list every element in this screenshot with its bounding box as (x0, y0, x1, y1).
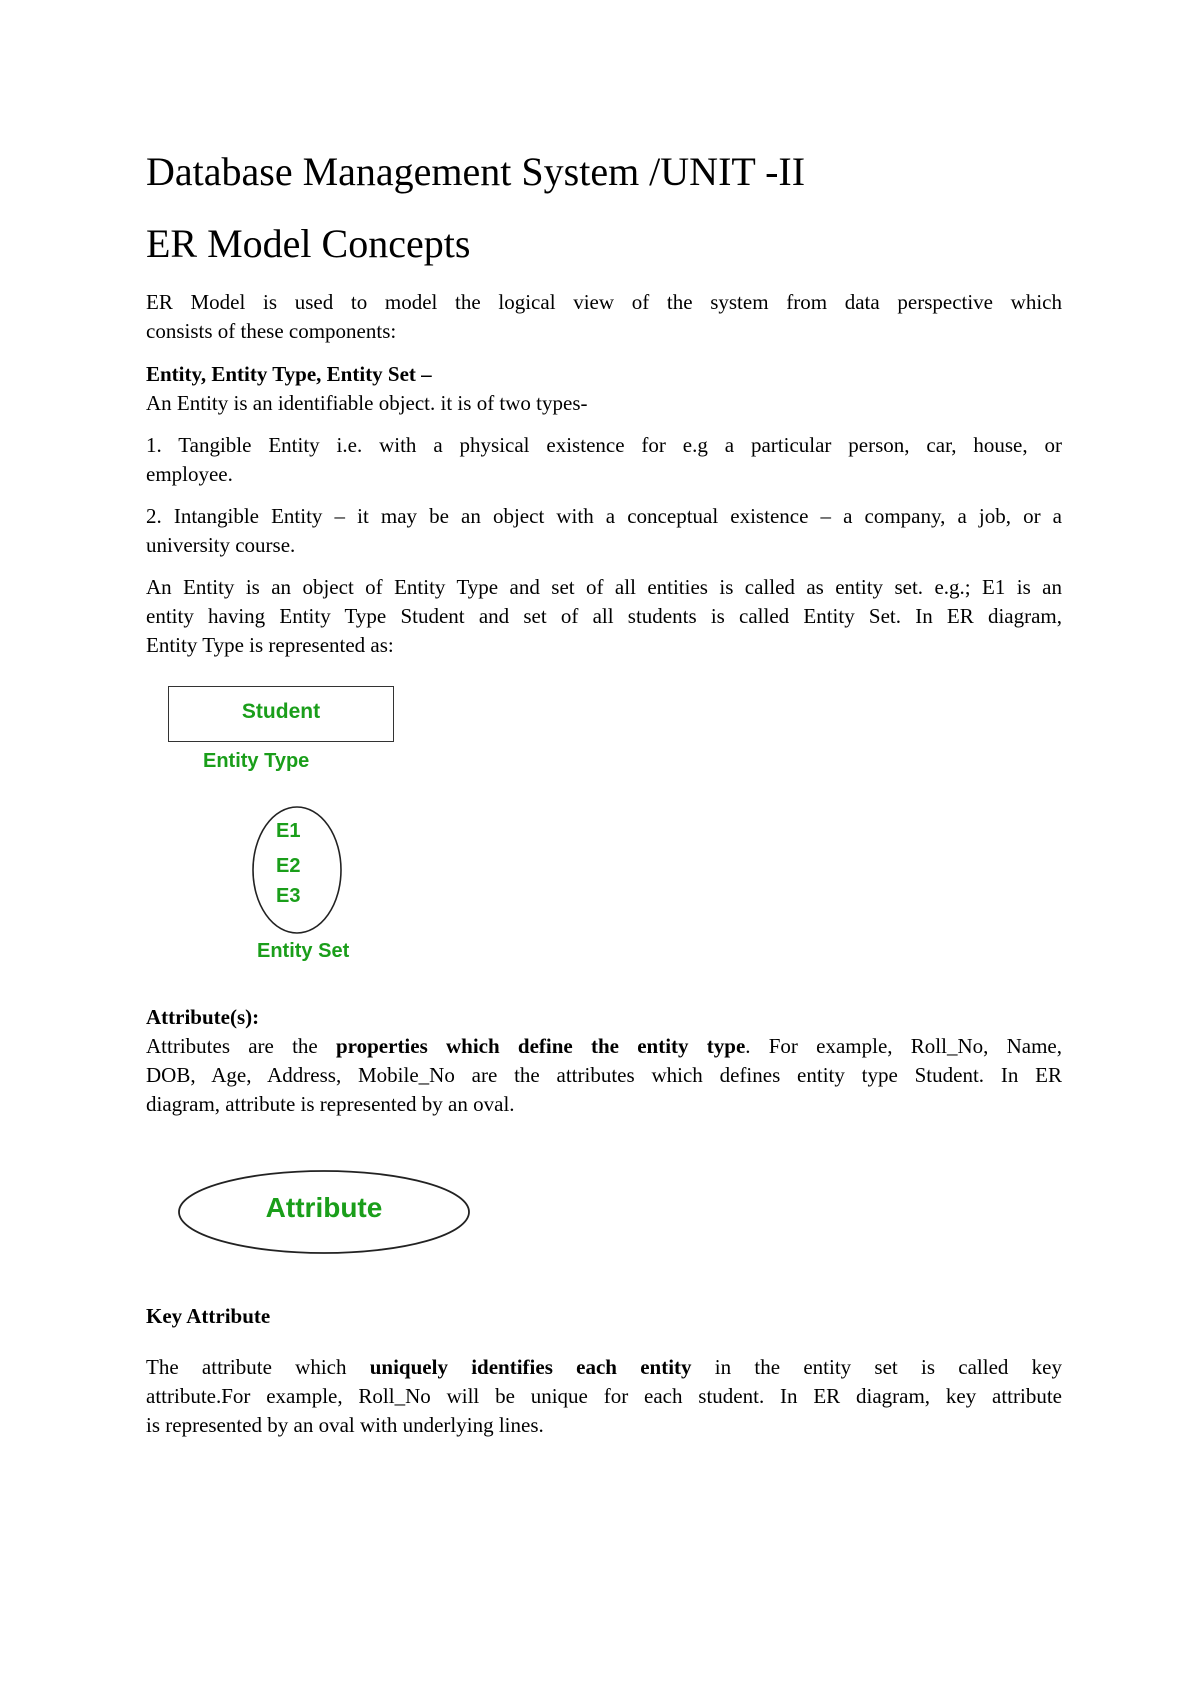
attribute-line-1-end: . For example, Roll_No, Name, (745, 1034, 1063, 1058)
entity-set-item: E3 (276, 885, 301, 907)
attribute-line-2: DOB, Age, Address, Mobile_No are the attributes which defines entity type Student. In ER (146, 1063, 1062, 1087)
attribute-paragraph (146, 1003, 1062, 1119)
attribute-line-3: diagram, attribute is represented by an oval. (146, 1092, 515, 1116)
entity-set-item: E1 (276, 820, 301, 842)
entity-type-caption: Entity Type (203, 750, 310, 772)
key-attribute-heading-block (146, 1302, 1062, 1331)
entity-set-line-2: entity having Entity Type Student and set of all students is called Entity Set. In ER diagram, (146, 604, 1062, 628)
attribute-heading: Attribute(s): (146, 1005, 260, 1029)
attribute-oval-label: Attribute (265, 1192, 383, 1223)
intro-line-1: ER Model is used to model the logical view of the system from data perspective which (146, 290, 1062, 314)
entity-set-paragraph (146, 573, 1062, 660)
tangible-entity-item (146, 431, 1062, 489)
key-attribute-paragraph (146, 1353, 1062, 1440)
entity-type-rectangle (168, 686, 394, 742)
entity-heading: Entity, Entity Type, Entity Set – (146, 362, 432, 386)
intangible-line-1: 2. Intangible Entity – it may be an object with a conceptual existence – a company, a job, or a (146, 504, 1062, 528)
entity-heading-block (146, 360, 1062, 418)
key-line-2: attribute.For example, Roll_No will be unique for each student. In ER diagram, key attribute (146, 1384, 1062, 1408)
entity-type-box-label: Student (241, 700, 321, 723)
attribute-line-1-start: Attributes are the (146, 1034, 336, 1058)
key-line-3: is represented by an oval with underlying lines. (146, 1413, 544, 1437)
key-line-1-start: The attribute which (146, 1355, 370, 1379)
section-title: ER Model Concepts (146, 221, 471, 266)
tangible-line-1: 1. Tangible Entity i.e. with a physical existence for e.g a particular person, car, house, or (146, 433, 1062, 457)
attribute-line-1 (146, 1032, 1062, 1061)
entity-set-line-3: Entity Type is represented as: (146, 633, 394, 657)
entity-definition: An Entity is an identifiable object. it is of two types- (146, 391, 588, 415)
entity-set-caption: Entity Set (257, 940, 350, 962)
intangible-line-2: university course. (146, 533, 296, 557)
entity-set-item: E2 (276, 855, 301, 877)
key-line-1 (146, 1353, 1062, 1382)
tangible-line-2: employee. (146, 462, 233, 486)
key-line-1-end: in the entity set is called key (691, 1355, 1062, 1379)
intro-line-2: consists of these components: (146, 319, 397, 343)
intro-paragraph (146, 288, 1062, 346)
intangible-entity-item (146, 502, 1062, 560)
page-title: Database Management System /UNIT -II (146, 149, 806, 194)
entity-set-line-1: An Entity is an object of Entity Type and set of all entities is called as entity set. e.g.; E1 is an (146, 575, 1062, 599)
key-line-1-emphasis: uniquely identifies each entity (369, 1355, 692, 1379)
key-attribute-heading: Key Attribute (146, 1304, 271, 1328)
attribute-line-1-emphasis: properties which define the entity type (336, 1034, 746, 1058)
